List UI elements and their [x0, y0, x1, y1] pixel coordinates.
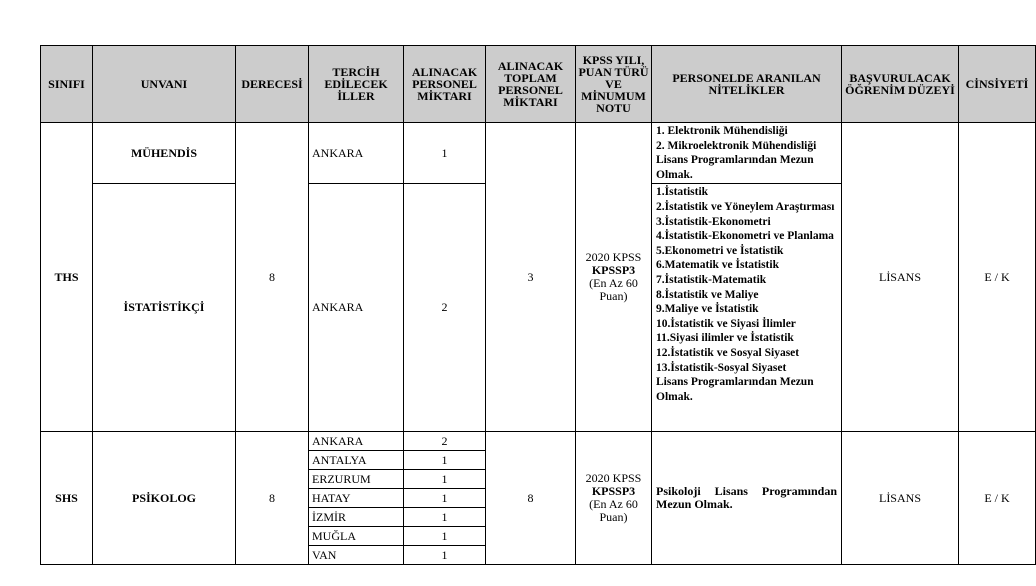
- personnel-table: [40, 45, 1036, 565]
- ths-kpss-year: 2020 KPSS: [585, 250, 642, 265]
- list-item: 3.İstatistik-Ekonometri: [656, 215, 771, 228]
- shs-il: ANKARA: [309, 432, 404, 451]
- list-item: 11.Siyasi ilimler ve İstatistik: [656, 332, 794, 345]
- list-item: 2. Mikroelektronik Mühendisliği: [656, 139, 817, 152]
- shs-kpss: [576, 432, 652, 565]
- list-item: 8.İstatistik ve Maliye: [656, 288, 759, 301]
- header-toplam: ALINACAK TOPLAM PERSONEL MİKTARI: [486, 46, 576, 123]
- list-item: 6.Matematik ve İstatistik: [656, 259, 779, 272]
- list-item: 12.İstatistik ve Sosyal Siyaset: [656, 346, 800, 359]
- table-row: [41, 123, 1036, 184]
- shs-toplam: 8: [486, 432, 576, 565]
- shs-kpss-type: KPSSP3: [591, 484, 636, 499]
- shs-miktar: 2: [404, 432, 486, 451]
- list-item: 10.İstatistik ve Siyasi İlimler: [656, 317, 796, 330]
- psikolog-unvan: PSİKOLOG: [93, 432, 236, 565]
- muhendis-nitelikler: [652, 123, 842, 184]
- ths-kpss-type: KPSSP3: [591, 263, 636, 278]
- istatistikci-unvan: İSTATİSTİKÇİ: [93, 184, 236, 432]
- ths-kpss: [576, 123, 652, 432]
- shs-derece: 8: [236, 432, 309, 565]
- shs-kpss-min: (En Az 60 Puan): [589, 497, 638, 525]
- ths-toplam: 3: [486, 123, 576, 432]
- header-ogrenim: BAŞVURULACAK ÖĞRENİM DÜZEYİ: [842, 46, 959, 123]
- list-item: 1. Elektronik Mühendisliği: [656, 125, 788, 137]
- istatistikci-nitelikler: [652, 184, 842, 432]
- muhendis-miktar: 1: [404, 123, 486, 184]
- list-item: 4.İstatistik-Ekonometri ve Planlama: [656, 230, 834, 243]
- shs-il: İZMİR: [309, 508, 404, 527]
- list-item: 9.Maliye ve İstatistik: [656, 303, 759, 316]
- ths-ogrenim: LİSANS: [842, 123, 959, 432]
- table-row: [41, 432, 1036, 451]
- shs-il: HATAY: [309, 489, 404, 508]
- shs-miktar: 1: [404, 470, 486, 489]
- header-unvani: UNVANI: [93, 46, 236, 123]
- ths-derece: 8: [236, 123, 309, 432]
- header-kpss: KPSS YILI, PUAN TÜRÜ VE MİNUMUM NOTU: [576, 46, 652, 123]
- shs-ogrenim: LİSANS: [842, 432, 959, 565]
- list-item: 13.İstatistik-Sosyal Siyaset: [656, 361, 787, 374]
- psikolog-nitelik: Psikoloji Lisans Programından Mezun Olmak.: [652, 432, 842, 565]
- list-item: 1.İstatistik: [656, 186, 709, 199]
- shs-il: VAN: [309, 546, 404, 565]
- shs-sinif: SHS: [41, 432, 93, 565]
- header-row: [41, 46, 1036, 123]
- header-alinacak: ALINACAK PERSONEL MİKTARI: [404, 46, 486, 123]
- list-item: 2.İstatistik ve Yöneylem Araştırması: [656, 200, 835, 213]
- list-item: 7.İstatistik-Matematik: [656, 273, 767, 286]
- istatistikci-miktar: 2: [404, 184, 486, 432]
- ths-cinsiyet: E / K: [959, 123, 1036, 432]
- header-tercih: TERCİH EDİLECEK İLLER: [309, 46, 404, 123]
- shs-miktar: 1: [404, 546, 486, 565]
- shs-miktar: 1: [404, 489, 486, 508]
- header-sinifi: SINIFI: [41, 46, 93, 123]
- shs-kpss-year: 2020 KPSS: [585, 471, 642, 486]
- list-item: 5.Ekonometri ve İstatistik: [656, 244, 784, 257]
- shs-il: ANTALYA: [309, 451, 404, 470]
- ths-kpss-min: (En Az 60 Puan): [589, 276, 638, 304]
- shs-miktar: 1: [404, 508, 486, 527]
- list-item: Lisans Programlarından Mezun Olmak.: [656, 154, 814, 181]
- shs-il: MUĞLA: [309, 527, 404, 546]
- istatistikci-il: ANKARA: [309, 184, 404, 432]
- header-derecesi: DERECESİ: [236, 46, 309, 123]
- muhendis-il: ANKARA: [309, 123, 404, 184]
- shs-il: ERZURUM: [309, 470, 404, 489]
- list-item: Lisans Programlarından Mezun Olmak.: [656, 376, 814, 403]
- header-cinsiyet: CİNSİYETİ: [959, 46, 1036, 123]
- shs-cinsiyet: E / K: [959, 432, 1036, 565]
- ths-sinif: THS: [41, 123, 93, 432]
- shs-miktar: 1: [404, 527, 486, 546]
- muhendis-unvan: MÜHENDİS: [93, 123, 236, 184]
- header-nitelikler: PERSONELDE ARANILAN NİTELİKLER: [652, 46, 842, 123]
- shs-miktar: 1: [404, 451, 486, 470]
